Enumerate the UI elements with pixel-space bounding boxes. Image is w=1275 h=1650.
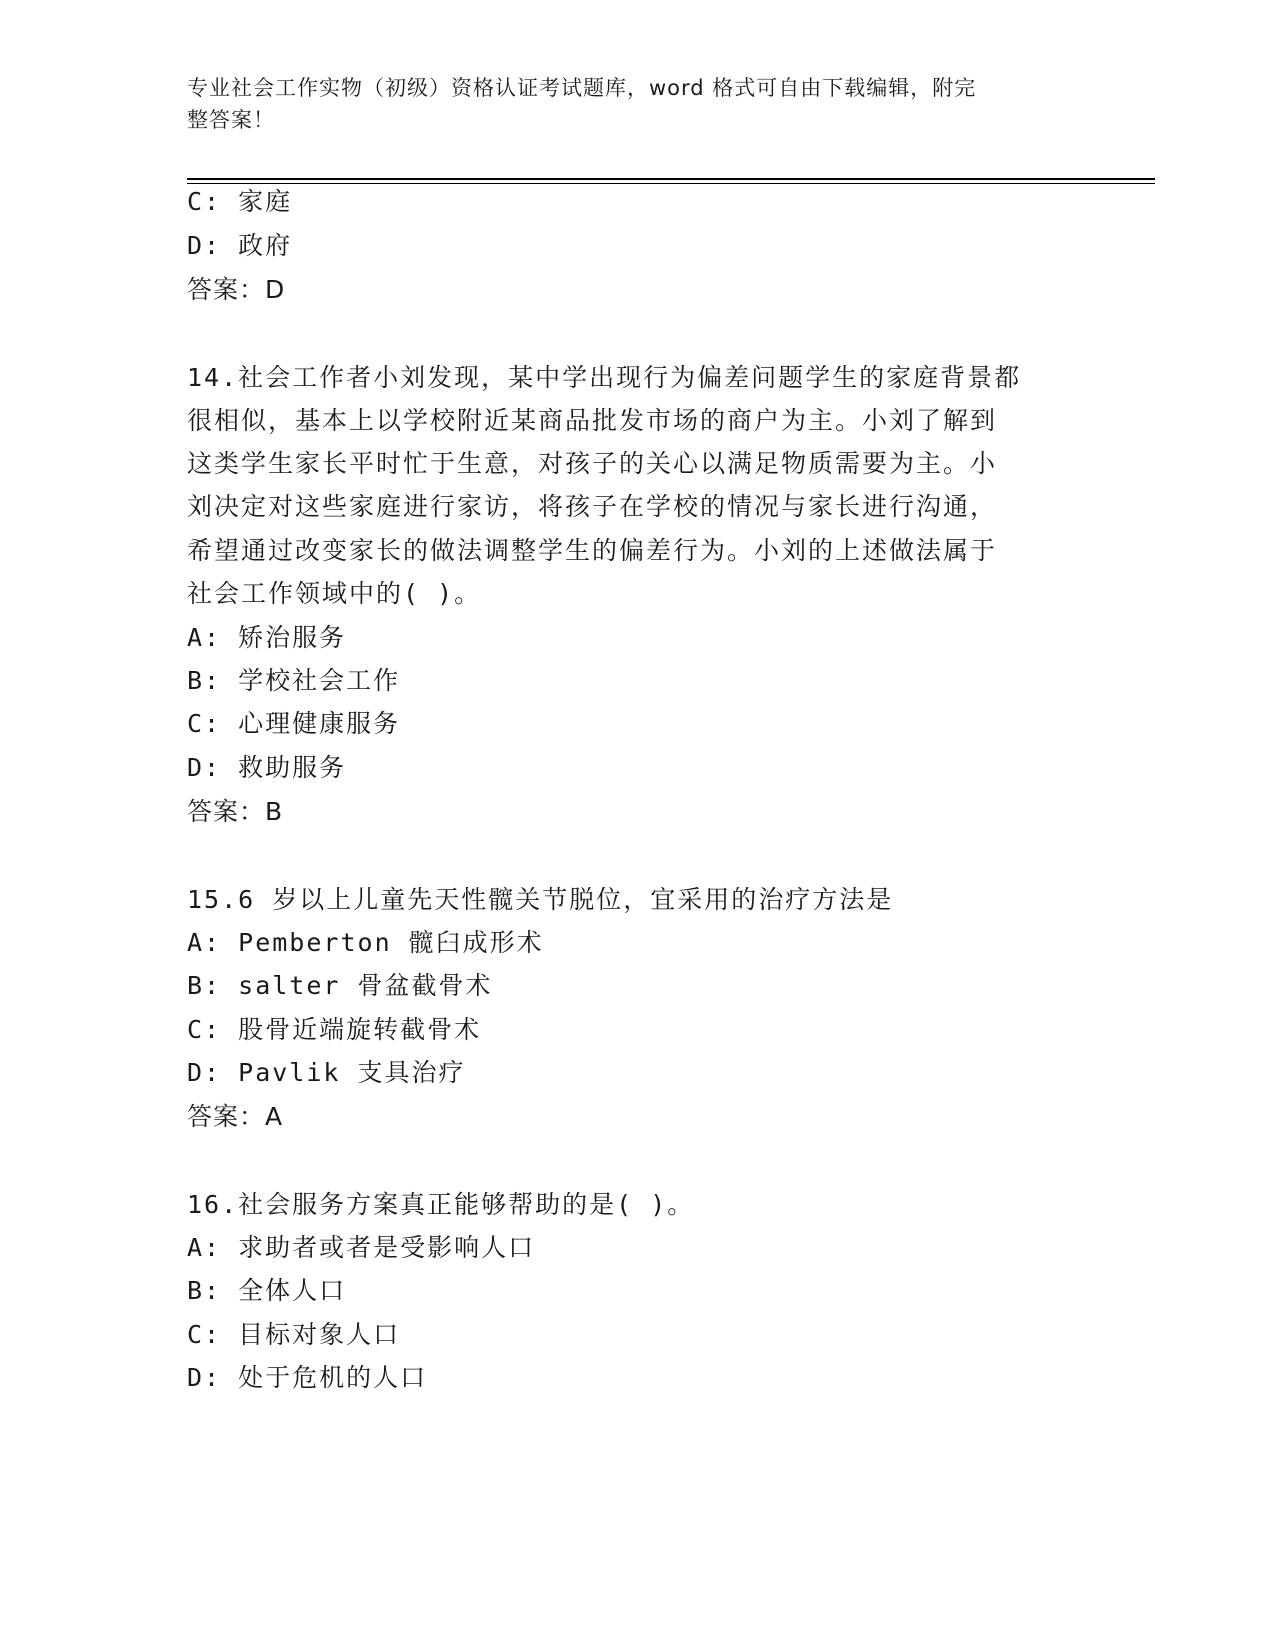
q14-option-c: C: 心理健康服务 (187, 709, 401, 738)
q16-option-c: C: 目标对象人口 (187, 1320, 401, 1349)
q16-option-b: B: 全体人口 (187, 1276, 347, 1305)
q13-option-d: D: 政府 (187, 231, 293, 260)
q13-answer: 答案：D (187, 275, 286, 304)
q14-option-b: B: 学校社会工作 (187, 666, 401, 695)
q15-option-c: C: 股骨近端旋转截骨术 (187, 1015, 482, 1044)
q14-option-d: D: 救助服务 (187, 753, 347, 782)
q15-option-a: A: Pemberton 髋臼成形术 (187, 928, 544, 957)
q14-stem-line: 14.社会工作者小刘发现，某中学出现行为偏差问题学生的家庭背景都 (187, 363, 1022, 392)
q16-stem: 16.社会服务方案真正能够帮助的是( )。 (187, 1190, 695, 1219)
q14-stem-line: 很相似，基本上以学校附近某商品批发市场的商户为主。小刘了解到 (187, 406, 998, 435)
q14-stem-line: 刘决定对这些家庭进行家访，将孩子在学校的情况与家长进行沟通， (187, 492, 998, 521)
q15-option-b: B: salter 骨盆截骨术 (187, 971, 493, 1000)
q14-answer: 答案：B (187, 797, 284, 826)
q15-stem: 15.6 岁以上儿童先天性髋关节脱位，宜采用的治疗方法是 (187, 885, 894, 914)
page-header (187, 72, 1067, 136)
header-divider-thin (187, 183, 1155, 184)
q14-stem-line: 社会工作领域中的( )。 (187, 579, 482, 608)
q13-option-c: C: 家庭 (187, 187, 293, 216)
header-line-1: 专业社会工作实物（初级）资格认证考试题库，word 格式可自由下载编辑，附完 (187, 76, 977, 100)
q15-option-d: D: Pavlik 支具治疗 (187, 1058, 466, 1087)
q14-stem-line: 这类学生家长平时忙于生意，对孩子的关心以满足物质需要为主。小 (187, 449, 998, 478)
q15-answer: 答案：A (187, 1102, 284, 1131)
q16-option-d: D: 处于危机的人口 (187, 1363, 428, 1392)
header-divider-thick (187, 178, 1155, 180)
header-line-2: 整答案！ (187, 108, 275, 132)
q14-option-a: A: 矫治服务 (187, 623, 347, 652)
q14-stem-line: 希望通过改变家长的做法调整学生的偏差行为。小刘的上述做法属于 (187, 536, 998, 565)
q16-option-a: A: 求助者或者是受影响人口 (187, 1233, 536, 1262)
